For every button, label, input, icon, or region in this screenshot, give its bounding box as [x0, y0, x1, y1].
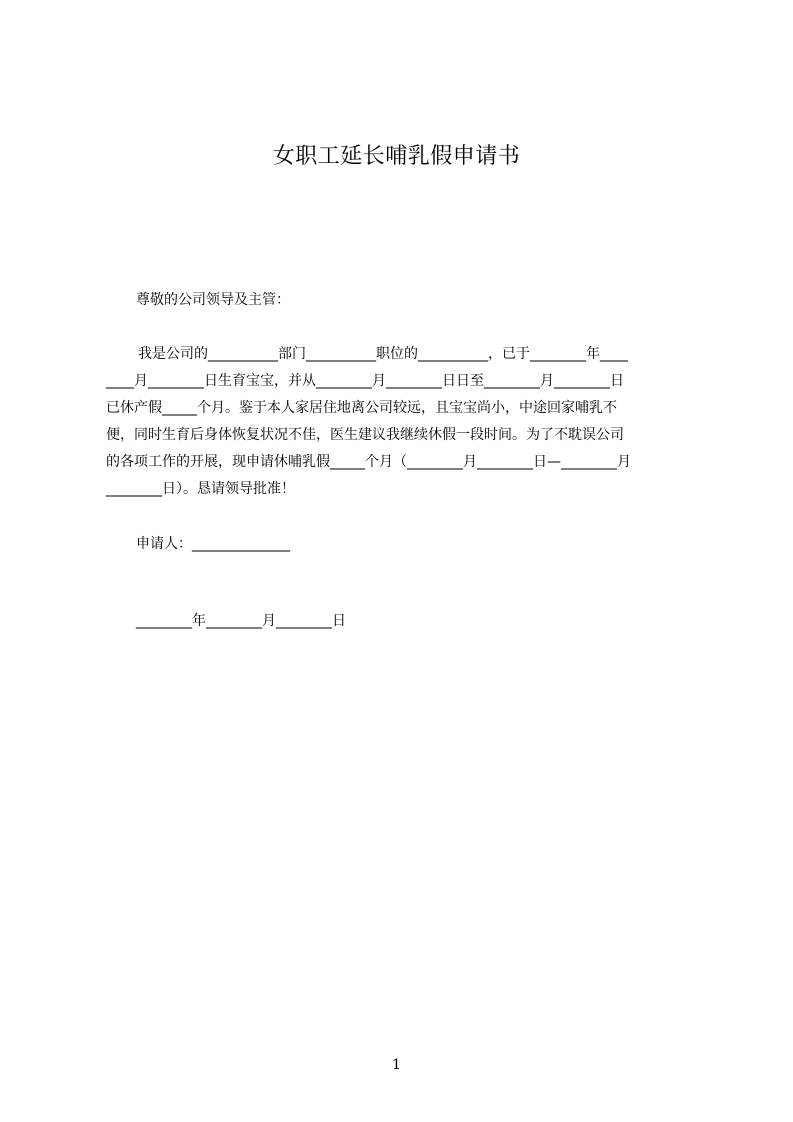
body-line-4: 便，同时生育后身体恢复状况不佳，医生建议我继续休假一段时间。为了不耽误公司 [106, 427, 624, 443]
body-line-6: ________日）。恳请领导批准！ [106, 481, 295, 497]
date-line: ________年________月________日 [136, 613, 346, 629]
body-line-5: 的各项工作的开展，现申请休哺乳假_____个月（________月________日—________月 [106, 454, 631, 470]
body-line-3: 已休产假_____个月。鉴于本人家居住地离公司较远，且宝宝尚小，中途回家哺乳不 [106, 400, 617, 416]
document-title: 女职工延长哺乳假申请书 [272, 144, 521, 169]
page-number: 1 [392, 1057, 401, 1073]
applicant-signature-line: 申请人：______________ [136, 536, 290, 552]
body-line-2: ____月________日生育宝宝，并从________月________日日至________月________日 [106, 373, 624, 389]
body-line-1: 我是公司的__________部门__________职位的__________，已于________年____ [138, 346, 628, 362]
salutation: 尊敬的公司领导及主管： [136, 292, 290, 308]
